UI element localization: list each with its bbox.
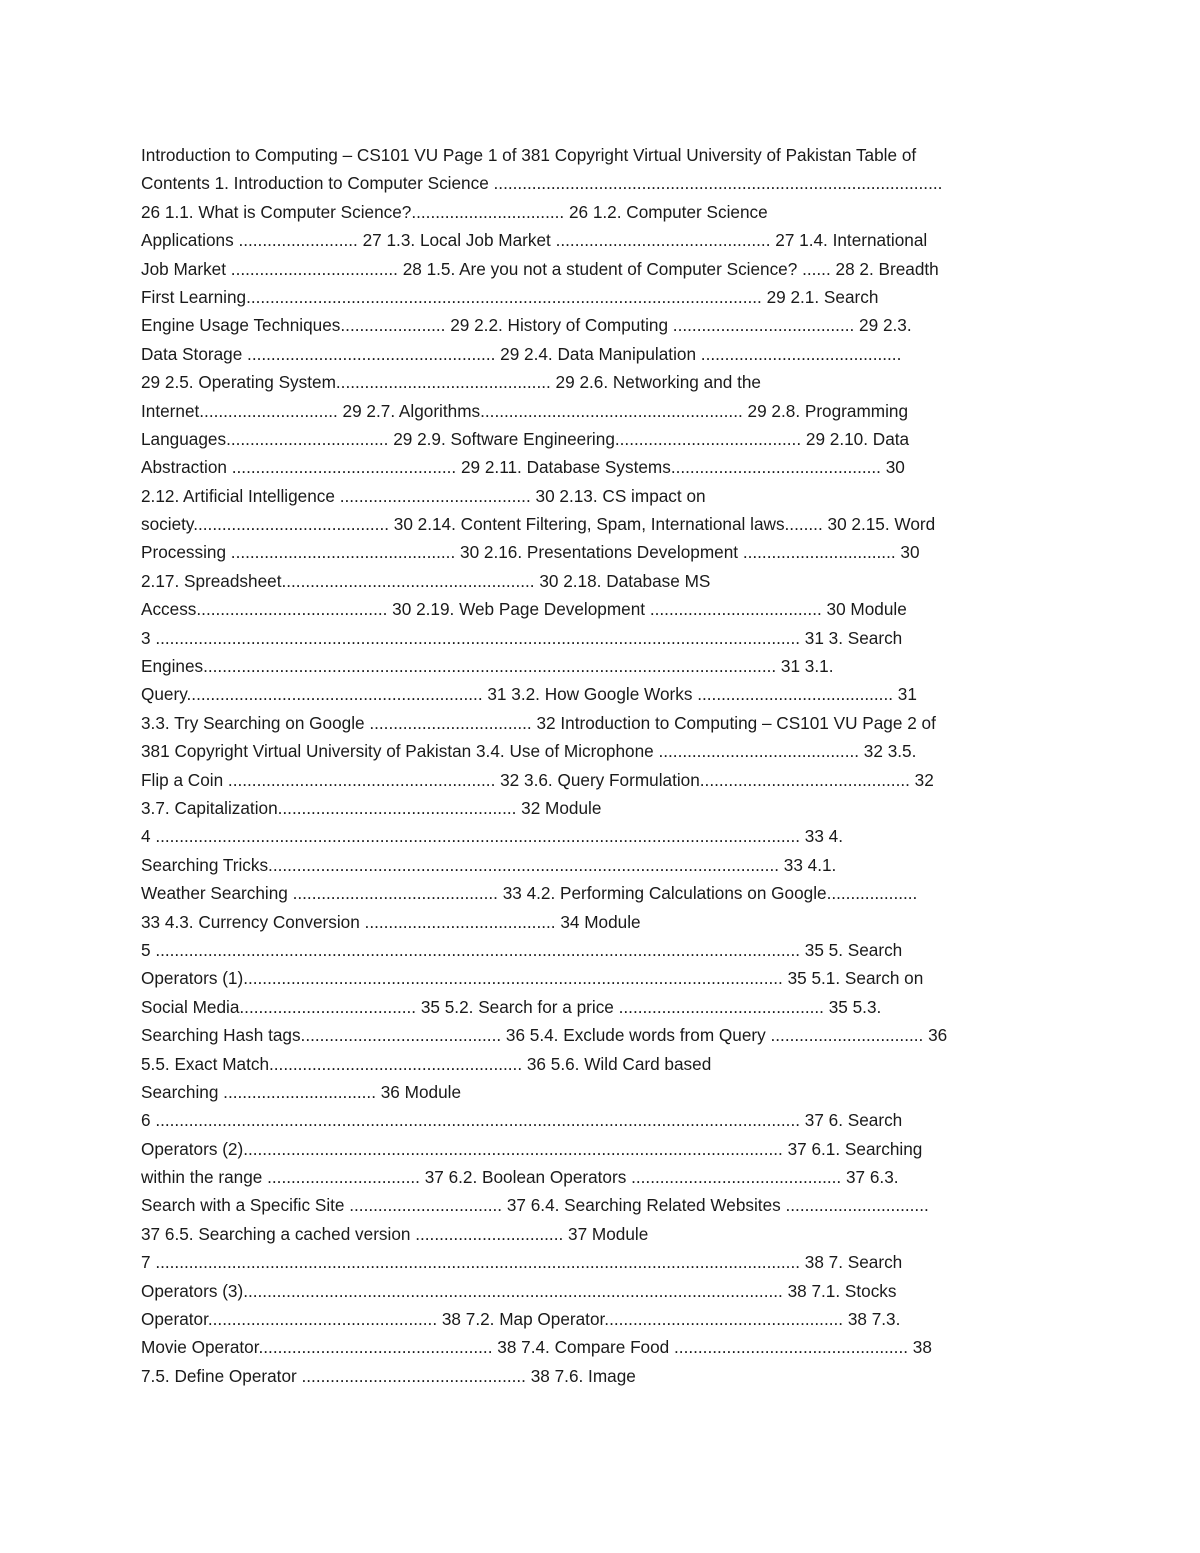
toc-line: Access........................................ 30 2.19. Web Page Development .................................... 30 Module [141,599,907,620]
toc-line: society......................................... 30 2.14. Content Filtering, Spam, International laws........ 30 2.15. Word [141,514,936,535]
toc-line: First Learning............................................................................................................ 29 2.1. Search [141,286,879,307]
toc-line: 6 ....................................................................................................................................... 37 6. Search [141,1110,903,1131]
toc-line: Searching Tricks........................................................................................................... 33 4.1. [141,854,837,875]
toc-line: Contents 1. Introduction to Computer Science .............................................................................................. [141,173,943,194]
toc-line: Operators (1)................................................................................................................. 35 5.1. Search on [141,968,924,989]
toc-line: Weather Searching ........................................... 33 4.2. Performing Calculations on Google................... [141,883,918,904]
toc-line: Engine Usage Techniques...................... 29 2.2. History of Computing ...................................... 29 2.3. [141,315,912,336]
toc-line: 29 2.5. Operating System............................................. 29 2.6. Networking and the [141,372,761,393]
toc-line: Internet............................. 29 2.7. Algorithms....................................................... 29 2.8. Programming [141,400,909,421]
toc-line: Search with a Specific Site ................................ 37 6.4. Searching Related Websites .............................. [141,1195,929,1216]
toc-line: Operators (3)................................................................................................................. 38 7.1. Stocks [141,1280,897,1301]
toc-line: 3 ....................................................................................................................................... 31 3. Search [141,627,903,648]
toc-line: 2.17. Spreadsheet..................................................... 30 2.18. Database MS [141,570,711,591]
toc-line: Searching ................................ 36 Module [141,1081,462,1102]
toc-line: Operator................................................ 38 7.2. Map Operator.................................................. 38 7.3. [141,1309,901,1330]
toc-line: Engines........................................................................................................................ 31 3.1. [141,656,834,677]
toc-line: 7.5. Define Operator ............................................... 38 7.6. Image [141,1365,636,1386]
toc-line: Languages.................................. 29 2.9. Software Engineering....................................... 29 2.10. Data [141,428,910,449]
toc-line: Flip a Coin ........................................................ 32 3.6. Query Formulation............................................ 32 [141,769,934,790]
toc-line: Operators (2)................................................................................................................. 37 6.1. Searching [141,1138,923,1159]
toc-line: Searching Hash tags.......................................... 36 5.4. Exclude words from Query ................................ 36 [141,1025,948,1046]
toc-line: 33 4.3. Currency Conversion ........................................ 34 Module [141,911,641,932]
toc-line: 7 ....................................................................................................................................... 38 7. Search [141,1252,903,1273]
toc-line: Data Storage .................................................... 29 2.4. Data Manipulation .......................................... [141,343,902,364]
toc-line: 37 6.5. Searching a cached version ............................... 37 Module [141,1223,649,1244]
toc-line: 3.7. Capitalization.................................................. 32 Module [141,797,602,818]
toc-line: Job Market ................................... 28 1.5. Are you not a student of Computer Science? ...... 28 2. Breadth [141,258,939,279]
toc-line: 4 ....................................................................................................................................... 33 4. [141,826,843,847]
toc-line: within the range ................................ 37 6.2. Boolean Operators ............................................ 37 6.3. [141,1167,899,1188]
toc-line: 5.5. Exact Match..................................................... 36 5.6. Wild Card based [141,1053,712,1074]
toc-line: Introduction to Computing – CS101 VU Page 1 of 381 Copyright Virtual University of Pakistan Table of [141,145,917,165]
toc-line: Processing ............................................... 30 2.16. Presentations Development ................................ 30 [141,542,920,563]
toc-line: 5 ....................................................................................................................................... 35 5. Search [141,939,903,960]
toc-line: Movie Operator................................................. 38 7.4. Compare Food ................................................. 38 [141,1337,932,1358]
toc-line: Applications ......................... 27 1.3. Local Job Market ............................................. 27 1.4. International [141,230,928,251]
toc-line: Query.............................................................. 31 3.2. How Google Works ......................................... 31 [141,684,917,705]
toc-line: Social Media..................................... 35 5.2. Search for a price ........................................... 35 5.3. [141,996,882,1017]
toc-line: 3.3. Try Searching on Google .................................. 32 Introduction to Computing – CS101 VU Page 2 of [141,712,936,733]
toc-line: 381 Copyright Virtual University of Pakistan 3.4. Use of Microphone .......................................... 32 3.5. [141,741,917,762]
table-of-contents-text [141,141,1071,1390]
toc-line: Abstraction ............................................... 29 2.11. Database Systems............................................ 30 [141,457,905,478]
toc-line: 2.12. Artificial Intelligence ........................................ 30 2.13. CS impact on [141,485,706,506]
toc-line: 26 1.1. What is Computer Science?................................ 26 1.2. Computer Science [141,201,768,222]
